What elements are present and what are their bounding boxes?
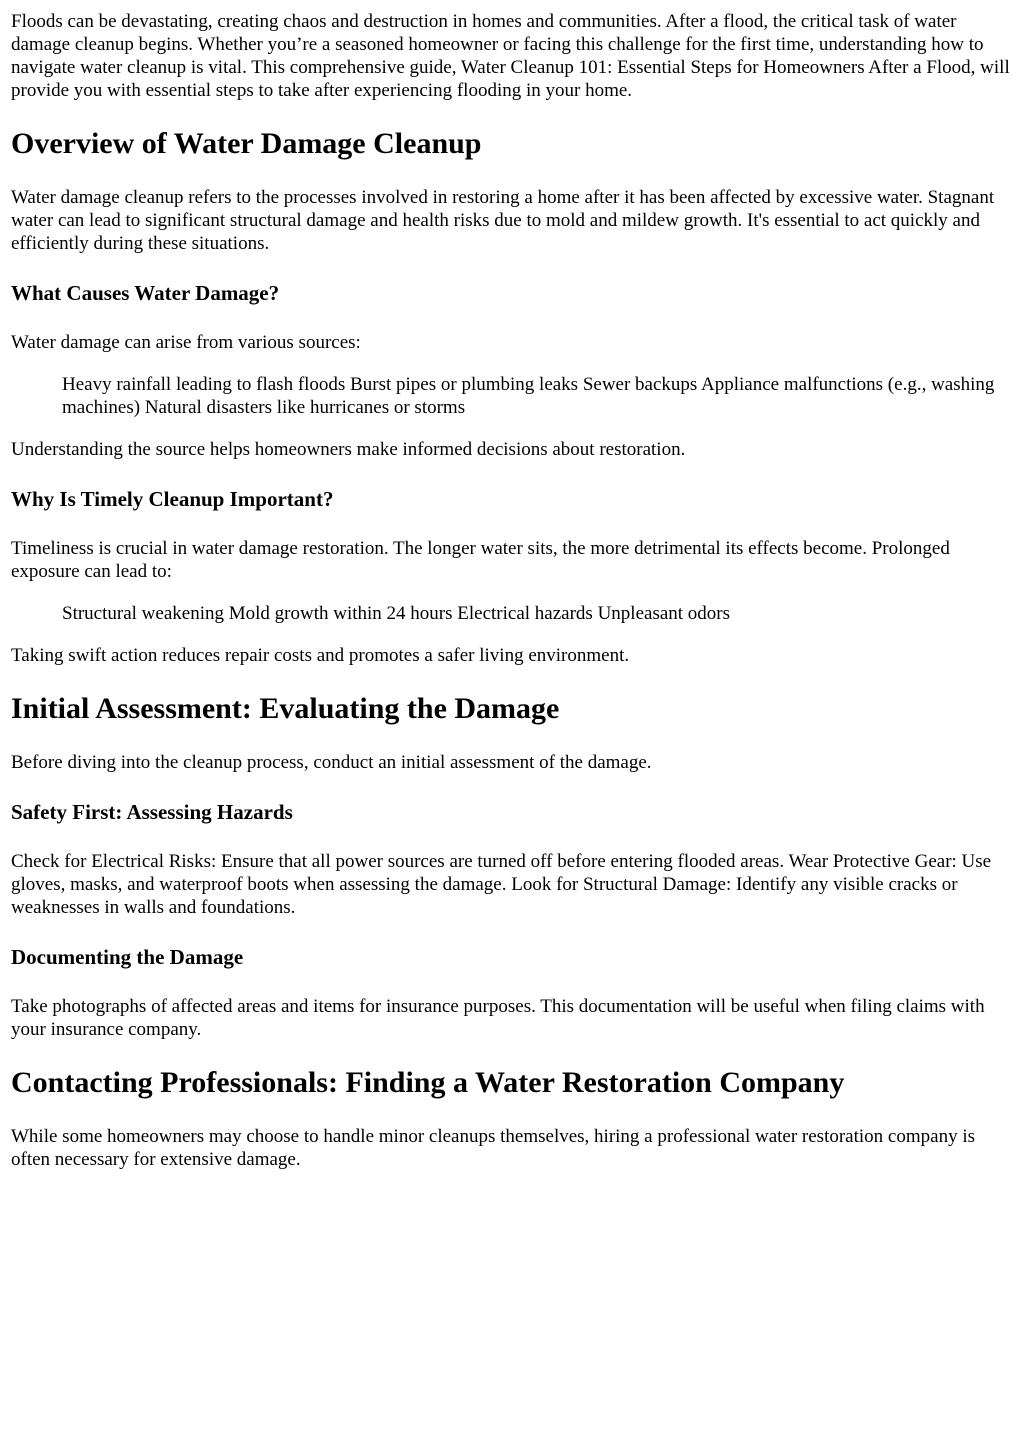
documenting-heading: Documenting the Damage bbox=[11, 945, 244, 969]
list-item: Sewer backups bbox=[582, 374, 698, 395]
safety-paragraph: Check for Electrical Risks: Ensure that all power sources are turned off before entering flooded areas. Wear Protective Gear: Use gloves, masks, and waterproof boots when assessing the damage. Look for Structural Damage: Identify any visible cracks or weaknesses in walls and foundations. bbox=[11, 851, 992, 918]
timely-outro: Taking swift action reduces repair costs and promotes a safer living environment. bbox=[11, 645, 630, 666]
list-item: Unpleasant odors bbox=[597, 603, 731, 624]
list-item: Mold growth within 24 hours bbox=[228, 603, 453, 624]
safety-heading: Safety First: Assessing Hazards bbox=[11, 800, 293, 824]
overview-paragraph: Water damage cleanup refers to the processes involved in restoring a home after it has been affected by excessive water. Stagnant water can lead to significant structural damage and health risks due to mold and mildew growth. It's essential to act quickly and efficiently during these situations. bbox=[11, 187, 995, 254]
list-item: Appliance malfunctions (e.g., washing machines) bbox=[62, 374, 995, 418]
professionals-heading: Contacting Professionals: Finding a Water Restoration Company bbox=[11, 1066, 845, 1099]
timely-list bbox=[62, 602, 1012, 625]
causes-outro: Understanding the source helps homeowners make informed decisions about restoration. bbox=[11, 439, 686, 460]
overview-heading: Overview of Water Damage Cleanup bbox=[11, 127, 482, 160]
causes-heading: What Causes Water Damage? bbox=[11, 281, 280, 305]
list-item: Structural weakening bbox=[62, 603, 224, 624]
timely-intro: Timeliness is crucial in water damage restoration. The longer water sits, the more detrimental its effects become. Prolonged exposure can lead to: bbox=[11, 538, 950, 582]
assessment-paragraph: Before diving into the cleanup process, conduct an initial assessment of the damage. bbox=[11, 752, 652, 773]
causes-list bbox=[62, 373, 1012, 419]
list-item: Heavy rainfall leading to flash floods bbox=[62, 374, 346, 395]
professionals-paragraph: While some homeowners may choose to handle minor cleanups themselves, hiring a professional water restoration company is often necessary for extensive damage. bbox=[11, 1126, 975, 1170]
causes-intro: Water damage can arise from various sources: bbox=[11, 332, 361, 353]
documenting-paragraph: Take photographs of affected areas and items for insurance purposes. This documentation will be useful when filing claims with your insurance company. bbox=[11, 996, 985, 1040]
assessment-heading: Initial Assessment: Evaluating the Damage bbox=[11, 692, 560, 725]
intro-paragraph: Floods can be devastating, creating chaos and destruction in homes and communities. After a flood, the critical task of water damage cleanup begins. Whether you’re a seasoned homeowner or facing this challenge for the first time, understanding how to navigate water cleanup is vital. This comprehensive guide, Water Cleanup 101: Essential Steps for Homeowners After a Flood, will provide you with essential steps to take after experiencing flooding in your home. bbox=[11, 11, 1010, 101]
list-item: Burst pipes or plumbing leaks bbox=[350, 374, 579, 395]
list-item: Natural disasters like hurricanes or storms bbox=[144, 397, 466, 418]
timely-heading: Why Is Timely Cleanup Important? bbox=[11, 487, 334, 511]
list-item: Electrical hazards bbox=[457, 603, 593, 624]
